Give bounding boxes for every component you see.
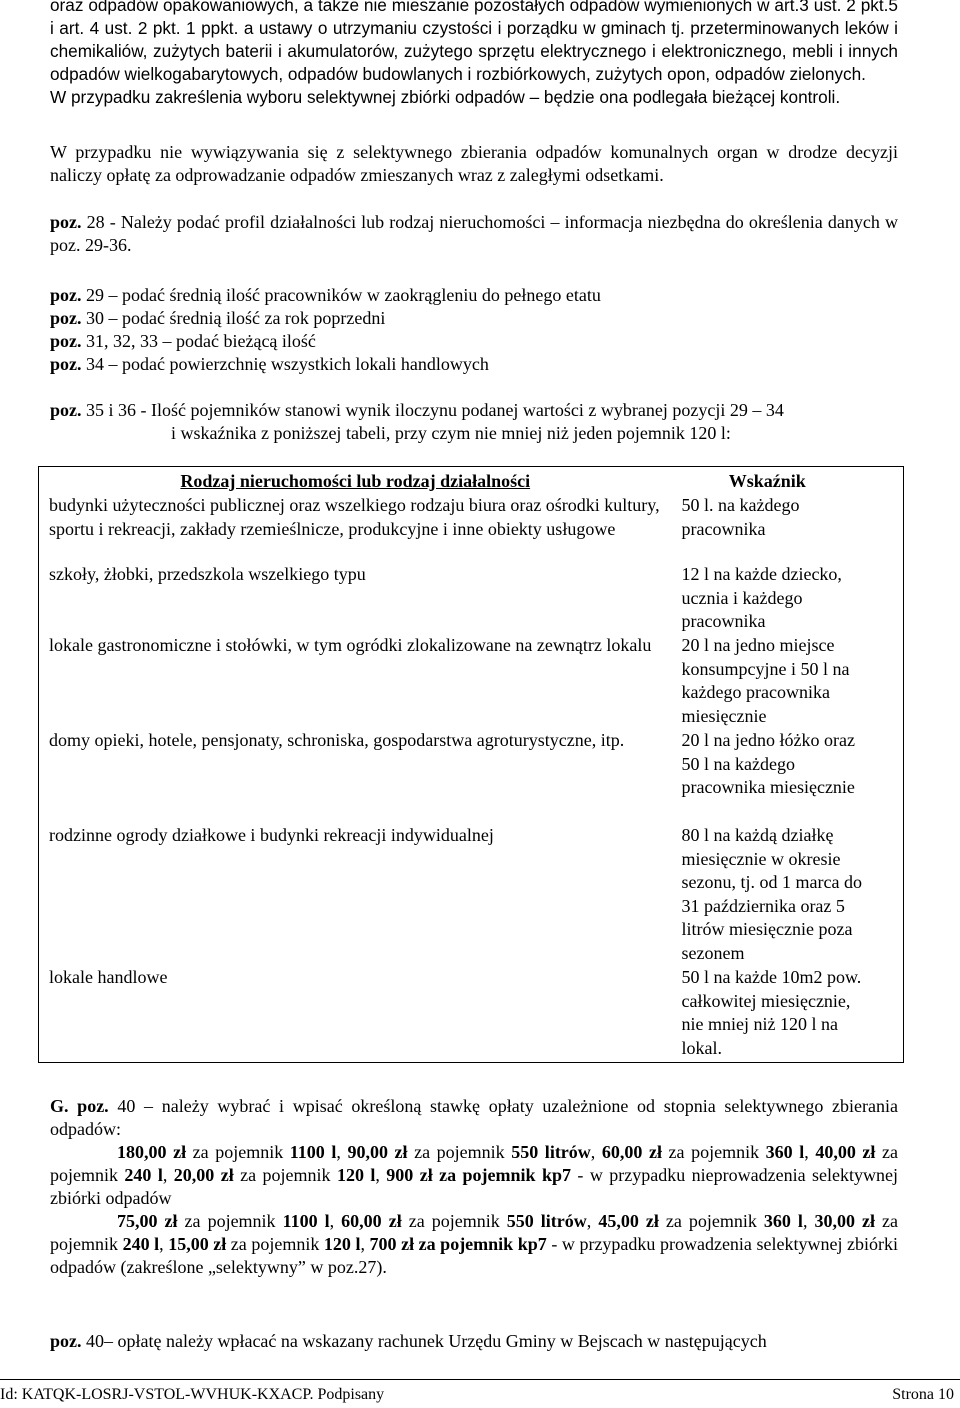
intro-paragraph-1: oraz odpadów opakowaniowych, a także nie mieszanie pozostałych odpadów wymienionych w art.3 ust. 2 pkt.5 i art. 4 ust. 2 pkt. 1 ppkt. a ustawy o utrzymaniu czystości i porządku w gminach tj. przeterminowanych leków i chemikaliów, zużytych baterii i akumulatorów, zużytego sprzętu elektrycznego i elektronicznego, mebli i innych odpadów wielkogabarytowych, odpadów budowlanych i rozbiórkowych, zużytych opon, odpadów zielonych. — [50, 0, 898, 84]
rate-amount: 75,00 zł — [117, 1211, 178, 1231]
rate-paragraph-selective — [50, 1210, 898, 1279]
rate-text: - w przypadku prowadzenia selektywnej zbiórki odpadów (zakreślone „selektywny” w poz.27). — [50, 1234, 898, 1277]
table-row — [39, 634, 904, 729]
rate-text: za pojemnik — [401, 1211, 507, 1231]
intro-section — [50, 0, 898, 109]
rate-amount: 120 l — [323, 1234, 361, 1254]
rate-text: za pojemnik — [233, 1165, 337, 1185]
rate-text: , — [159, 1234, 169, 1254]
rate-text: - w przypadku nieprowadzenia selektywnej zbiórki odpadów — [50, 1165, 898, 1208]
rate-amount: 15,00 zł — [168, 1234, 227, 1254]
rate-text: , — [375, 1165, 387, 1185]
list-item-text: 29 – podać średnią ilość pracowników w zaokrągleniu do pełnego etatu — [81, 285, 601, 305]
cell-rate: 20 l na jedno miejsce konsumpcyjne i 50 l na każdego pracownika miesięcznie — [681, 635, 850, 726]
list-item-text: 31, 32, 33 – podać bieżącą ilość — [81, 331, 316, 351]
section-text: 40 – należy wybrać i wpisać określoną stawkę opłaty uzależnione od stopnia selektywnego zbierania odpadów: — [50, 1096, 898, 1139]
section-poz-28 — [50, 211, 898, 257]
table-header-row — [39, 467, 904, 495]
column-header-type: Rodzaj nieruchomości lub rodzaj działalności — [180, 471, 531, 491]
rate-amount: 360 l — [763, 1211, 803, 1231]
rate-text: , — [329, 1211, 342, 1231]
cell-type: lokale gastronomiczne i stołówki, w tym ogródki zlokalizowane na zewnątrz lokalu — [49, 635, 652, 655]
rate-amount: 30,00 zł — [814, 1211, 875, 1231]
section-poz-40-payment — [50, 1330, 898, 1353]
cell-rate: 80 l na każdą działkę miesięcznie w okresie sezonu, tj. od 1 marca do 31 października oraz 5 litrów miesięcznie poza sezonem — [681, 825, 862, 963]
footer-page-number: Strona 10 — [892, 1386, 954, 1403]
section-text: 35 i 36 - Ilość pojemników stanowi wynik iloczynu podanej wartości z wybranej pozycji 29 – 34 — [81, 400, 784, 420]
rate-amount: 700 zł za pojemnik kp7 — [369, 1234, 547, 1254]
rate-amount: 20,00 zł — [173, 1165, 234, 1185]
rate-text: , — [360, 1234, 370, 1254]
section-g-intro — [50, 1095, 898, 1141]
list-item-text: 30 – podać średnią ilość za rok poprzedni — [81, 308, 386, 328]
rate-amount: 40,00 zł — [815, 1142, 876, 1162]
rate-text: za pojemnik — [226, 1234, 324, 1254]
rate-text: za pojemnik — [50, 1211, 899, 1254]
rate-text: za pojemnik — [407, 1142, 512, 1162]
rate-table — [38, 466, 904, 1063]
rate-amount: 45,00 zł — [598, 1211, 659, 1231]
cell-type: rodzinne ogrody działkowe i budynki rekreacji indywidualnej — [49, 825, 494, 845]
rate-amount: 1100 l — [289, 1142, 337, 1162]
section-g-poz-40 — [50, 1095, 898, 1279]
table-row — [39, 966, 904, 1063]
rate-amount: 240 l — [122, 1234, 160, 1254]
rate-text: , — [162, 1165, 174, 1185]
rate-amount: 120 l — [336, 1165, 376, 1185]
rate-amount: 550 litrów — [511, 1142, 591, 1162]
list-item — [50, 353, 898, 376]
list-item-text: 34 – podać powierzchnię wszystkich lokali handlowych — [81, 354, 489, 374]
intro-continuation: W przypadku nie wywiązywania się z selektywnego zbierania odpadów komunalnych organ w drodze decyzji naliczy opłatę za odprowadzanie odpadów zmieszanych wraz z zaległymi odsetkami. — [50, 142, 898, 185]
poz-label: G. poz. — [50, 1096, 109, 1116]
rate-text: za pojemnik — [50, 1142, 898, 1185]
cell-rate: 50 l. na każdego pracownika — [681, 495, 800, 539]
cell-rate: 20 l na jedno łóżko oraz 50 l na każdego pracownika miesięcznie — [681, 730, 855, 797]
poz-label: poz. — [50, 400, 82, 420]
rate-amount: 550 litrów — [506, 1211, 587, 1231]
list-item — [50, 307, 898, 330]
rate-text: , — [586, 1211, 599, 1231]
cell-type: szkoły, żłobki, przedszkola wszelkiego typu — [49, 564, 366, 584]
section-line-1 — [50, 399, 898, 422]
poz-list — [50, 284, 898, 376]
rate-amount: 1100 l — [282, 1211, 330, 1231]
table-row — [39, 729, 904, 824]
rate-amount: 360 l — [765, 1142, 805, 1162]
cell-type: lokale handlowe — [49, 967, 168, 987]
table-row — [39, 494, 904, 563]
rate-amount: 90,00 zł — [347, 1142, 408, 1162]
poz-label: poz. — [50, 308, 82, 328]
cell-type: budynki użyteczności publicznej oraz wszelkiego rodzaju biura oraz ośrodki kultury, sportu i rekreacji, zakłady rzemieślnicze, produkcyjne i inne obiekty usługowe — [49, 495, 660, 539]
section-poz-35-36 — [50, 399, 898, 445]
rate-text: , — [590, 1142, 602, 1162]
rate-text: za pojemnik — [177, 1211, 283, 1231]
footer-divider — [0, 1379, 960, 1380]
poz-label: poz. — [50, 285, 82, 305]
column-header-rate: Wskaźnik — [728, 471, 806, 491]
cell-rate: 50 l na każde 10m2 pow. całkowitej miesięcznie, nie mniej niż 120 l na lokal. — [681, 967, 862, 1058]
section-text: 28 - Należy podać profil działalności lub rodzaj nieruchomości – informacja niezbędna do określenia danych w poz. 29-36. — [50, 212, 898, 255]
rate-amount: 60,00 zł — [601, 1142, 662, 1162]
table-row — [39, 824, 904, 966]
rate-amount: 240 l — [124, 1165, 163, 1185]
rate-amount: 180,00 zł — [117, 1142, 187, 1162]
poz-label: poz. — [50, 212, 82, 232]
section-line-2: i wskaźnika z poniższej tabeli, przy czym nie mniej niż jeden pojemnik 120 l: — [171, 423, 731, 443]
cell-rate: 12 l na każde dziecko, ucznia i każdego pracownika — [681, 564, 842, 631]
poz-label: poz. — [50, 331, 82, 351]
rate-text: , — [804, 1142, 816, 1162]
rate-text: za pojemnik — [661, 1142, 766, 1162]
rate-text: za pojemnik — [658, 1211, 764, 1231]
rate-text: , — [802, 1211, 815, 1231]
table-row — [39, 563, 904, 634]
footer-document-id: Id: KATQK-LOSRJ-VSTOL-WVHUK-KXACP. Podpisany — [0, 1386, 385, 1403]
rate-text: za pojemnik — [186, 1142, 290, 1162]
section-text: 40– opłatę należy wpłacać na wskazany rachunek Urzędu Gminy w Bejscach w następujących — [81, 1331, 767, 1351]
cell-type: domy opieki, hotele, pensjonaty, schroniska, gospodarstwa agroturystyczne, itp. — [49, 730, 625, 750]
list-item — [50, 330, 898, 353]
rate-text: , — [336, 1142, 348, 1162]
rate-paragraph-nonselective — [50, 1141, 898, 1210]
list-item — [50, 284, 898, 307]
poz-label: poz. — [50, 1331, 82, 1351]
intro-paragraph-2: W przypadku zakreślenia wyboru selektywnej zbiórki odpadów – będzie ona podlegała bieżącej kontroli. — [50, 87, 841, 107]
rate-amount: 60,00 zł — [341, 1211, 402, 1231]
poz-label: poz. — [50, 354, 82, 374]
rate-amount: 900 zł za pojemnik kp7 — [386, 1165, 571, 1185]
